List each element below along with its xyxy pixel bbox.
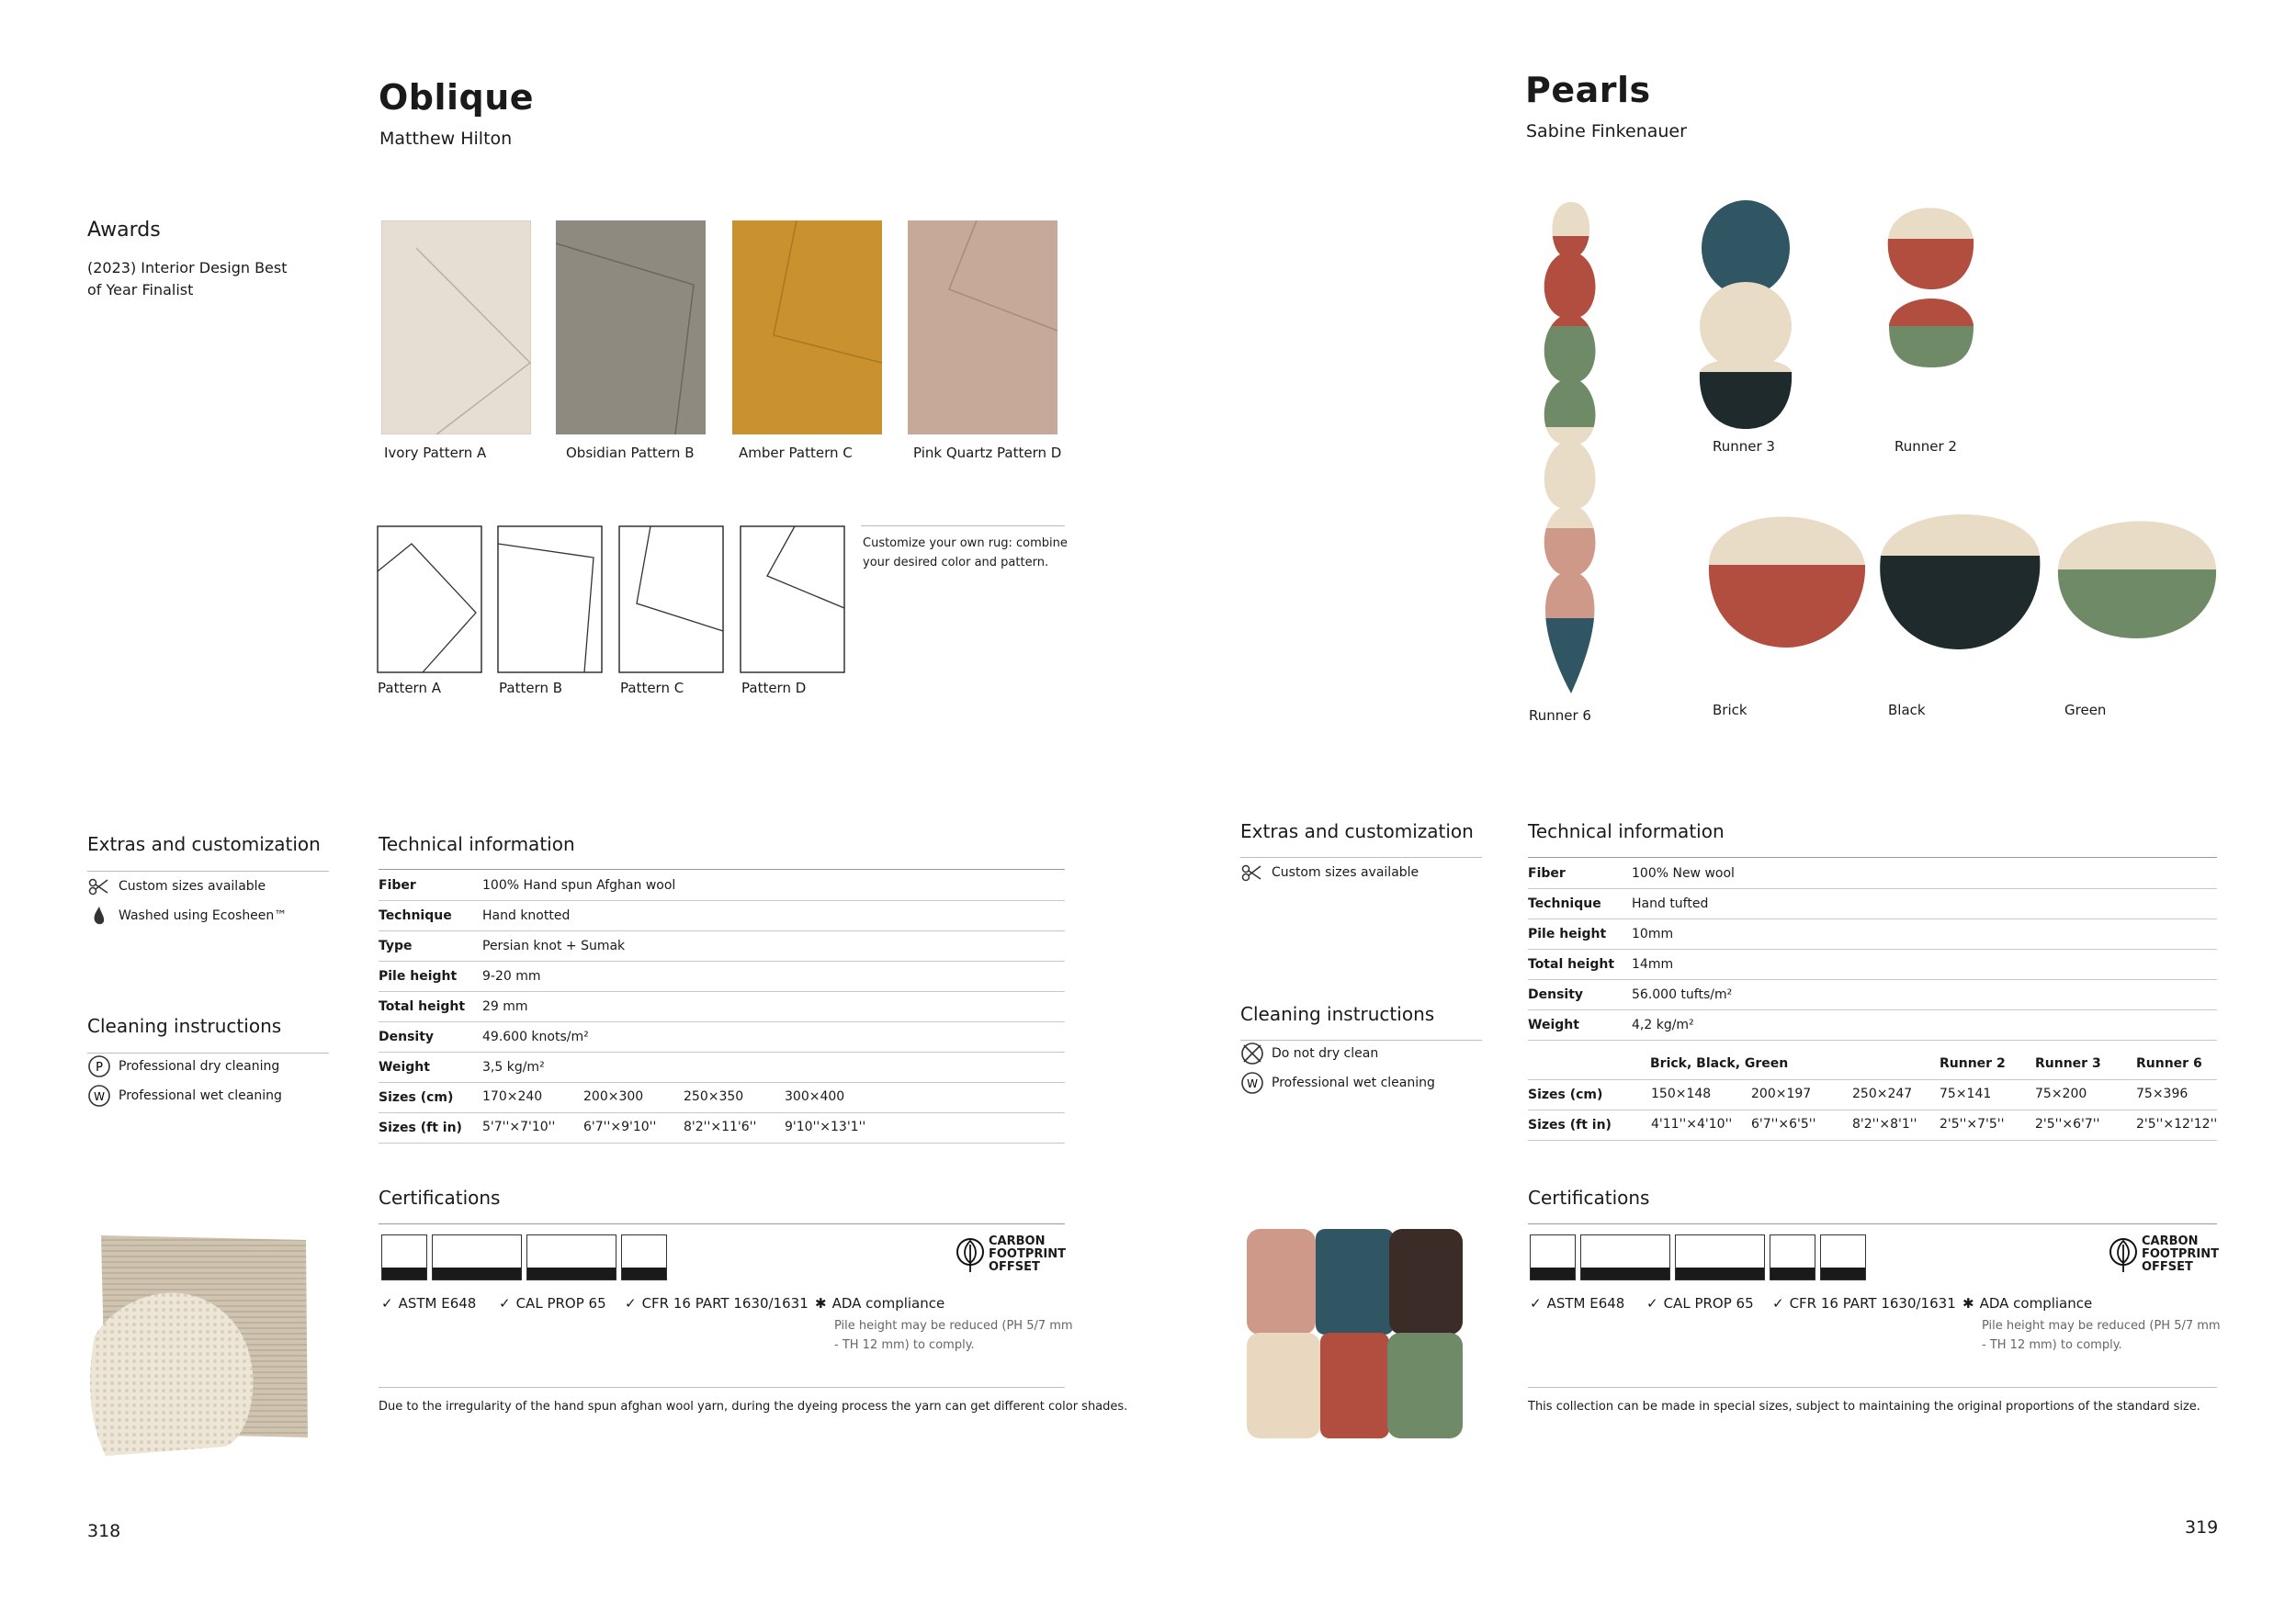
cert-item [1646,1295,1754,1312]
page-title-oblique: Oblique [379,77,535,118]
row-value: 14mm [1632,956,1674,972]
table-row [379,900,1065,931]
swatch-amber [732,220,882,434]
table-row [1528,1009,2217,1041]
table-row [379,1021,1065,1053]
tech-heading: Technical information [379,833,575,855]
size-cell: 2'5''×7'5'' [1940,1117,2005,1132]
pattern-d-diagram [740,525,848,675]
carbon-line: CARBON [989,1234,1046,1248]
divider [1240,857,1482,858]
brick-rug [1709,517,1865,648]
footnote: This collection can be made in special sizes, subject to maintaining the original proportions of the standard size. [1528,1400,2200,1414]
check-icon: ✓ [381,1295,393,1312]
divider [87,871,329,872]
table-row [379,961,1065,992]
cleaning-label: Professional dry cleaning [119,1059,280,1074]
cert-item [1962,1295,2092,1312]
rug-label: Runner 6 [1529,707,1591,724]
cert-label: ADA compliance [831,1295,945,1312]
row-value: Hand knotted [482,907,571,923]
row-key: Density [1528,986,1584,1002]
size-header: Runner 6 [2136,1056,2202,1071]
size-cell: 200×300 [583,1089,644,1104]
row-value: 56.000 tufts/m² [1632,986,1733,1002]
row-key: Pile height [379,968,458,984]
awards-text: (2023) Interior Design Best [87,259,288,276]
row-value: 49.600 knots/m² [482,1029,589,1044]
runner-2-rug [1888,208,1974,367]
cleaning-item [1240,1042,1378,1065]
table-row [1528,888,2217,919]
rug-label: Runner 3 [1713,438,1775,455]
underfloor-icon [621,1234,667,1280]
row-key: Sizes (ft in) [379,1120,462,1135]
scissors-icon [1240,861,1264,885]
size-cell: 75×200 [2035,1087,2087,1101]
pattern-b-diagram [497,525,605,675]
extras-heading: Extras and customization [1240,820,1474,842]
cleaning-label: Professional wet cleaning [119,1088,282,1103]
svg-text:P: P [96,1061,103,1075]
cert-item [1530,1295,1624,1312]
cert-item [381,1295,476,1312]
customize-text: your desired color and pattern. [863,556,1049,569]
check-icon: ✓ [499,1295,511,1312]
svg-text:W: W [1247,1077,1258,1090]
carbon-line: OFFSET [989,1260,1040,1274]
rug-label: Runner 2 [1894,438,1957,455]
runner-6-rug [1525,197,1617,693]
pattern-label: Pattern C [620,680,684,696]
size-header: Runner 3 [2035,1056,2101,1071]
no-dry-clean-icon [1240,1042,1264,1065]
cleaning-item [87,1054,279,1078]
castor-chair-icon [1820,1234,1866,1280]
size-cell: 5'7''×7'10'' [482,1120,556,1134]
size-cell: 4'11''×4'10'' [1651,1117,1733,1132]
page-title-pearls: Pearls [1525,70,1651,110]
cert-item [815,1295,944,1312]
swatch-pink-quartz [908,220,1058,434]
ada-note: - TH 12 mm) to comply. [834,1338,975,1352]
cert-label: ASTM E648 [1546,1295,1625,1312]
table-row [1528,858,2217,889]
pattern-label: Pattern B [499,680,563,696]
row-value: Persian knot + Sumak [482,938,626,953]
wet-clean-w-icon [87,1084,111,1108]
row-key: Sizes (cm) [379,1089,454,1105]
pattern-label: Pattern D [741,680,807,696]
row-key: Sizes (ft in) [1528,1117,1612,1133]
check-icon: ✓ [625,1295,637,1312]
row-value: 4,2 kg/m² [1632,1017,1694,1032]
cert-label: CFR 16 PART 1630/1631 [1789,1295,1956,1312]
tech-heading: Technical information [1528,820,1725,842]
check-icon: ✓ [1772,1295,1784,1312]
cert-item [625,1295,809,1312]
row-value: 10mm [1632,926,1674,941]
cleaning-label: Do not dry clean [1272,1046,1379,1061]
size-cell: 6'7''×9'10'' [583,1120,657,1134]
divider [861,525,1065,526]
runner-3-rug [1700,200,1792,429]
rug-label: Black [1888,702,1926,718]
swatch-label: Obsidian Pattern B [566,445,695,461]
pattern-line [908,220,1058,434]
row-key: Weight [1528,1017,1579,1032]
carbon-line: OFFSET [2142,1260,2193,1274]
size-header: Runner 2 [1940,1056,2006,1071]
row-key: Type [379,938,413,953]
commercial-icon [1675,1234,1765,1280]
divider [1528,1223,2217,1224]
pattern-a-diagram [377,525,485,675]
dry-clean-p-icon [87,1054,111,1078]
pattern-line [732,220,882,434]
table-row [1528,949,2217,980]
size-cell: 8'2''×11'6'' [684,1120,757,1134]
table-row [1528,1049,2217,1080]
asterisk-icon: ✱ [815,1295,827,1312]
ada-note: Pile height may be reduced (PH 5/7 mm [834,1319,1073,1333]
size-cell: 9'10''×13'1'' [785,1120,866,1134]
row-key: Density [379,1029,435,1044]
green-rug [2058,521,2216,638]
size-cell: 250×350 [684,1089,744,1104]
cert-label: CAL PROP 65 [515,1295,606,1312]
cert-label: CFR 16 PART 1630/1631 [641,1295,809,1312]
extras-label: Custom sizes available [119,879,266,894]
rug-label: Green [2064,702,2107,718]
row-value: 29 mm [482,998,528,1014]
divider [379,1387,1065,1388]
pearls-rugs-illustration [1525,197,2242,693]
swatch-label: Amber Pattern C [739,445,853,461]
size-cell: 2'5''×12'12'' [2136,1117,2218,1132]
footnote: Due to the irregularity of the hand spun afghan wool yarn, during the dyeing process the yarn can get different color shades. [379,1400,1128,1414]
row-value: 100% New wool [1632,865,1735,881]
swatch-ivory [381,220,531,434]
cert-label: ASTM E648 [398,1295,477,1312]
carbon-line: FOOTPRINT [989,1247,1066,1261]
size-cell: 75×141 [1940,1087,1992,1101]
divider [1240,1040,1482,1041]
table-row [379,991,1065,1022]
size-cell: 250×247 [1852,1087,1913,1101]
awards-text: of Year Finalist [87,281,194,299]
cleaning-heading: Cleaning instructions [87,1015,282,1037]
size-cell: 75×396 [2136,1087,2189,1101]
row-value: 9-20 mm [482,968,541,984]
awards-heading: Awards [87,219,161,242]
cert-heading: Certifications [379,1187,501,1209]
cleaning-label: Professional wet cleaning [1272,1076,1435,1090]
residential-icon [1580,1234,1670,1280]
divider [1528,1387,2217,1388]
extras-label: Washed using Ecosheen™ [119,908,288,923]
page-number: 319 [2185,1517,2219,1538]
scissors-icon [87,874,111,898]
carbon-offset-badge [956,1235,1066,1274]
cert-item [1772,1295,1956,1312]
row-key: Technique [1528,896,1601,911]
pattern-line [381,220,531,434]
table-row [379,870,1065,901]
extras-item [87,874,266,898]
cert-item [499,1295,606,1312]
row-key: Fiber [379,877,416,893]
row-key: Pile height [1528,926,1607,941]
designer-name: Sabine Finkenauer [1526,121,1687,141]
row-key: Total height [1528,956,1615,972]
row-key: Weight [379,1059,430,1075]
pattern-label: Pattern A [378,680,441,696]
swatch-label: Ivory Pattern A [384,445,487,461]
cleaning-item [87,1084,282,1108]
row-key: Sizes (cm) [1528,1087,1603,1102]
svg-text:W: W [94,1090,105,1103]
row-value: 3,5 kg/m² [482,1059,545,1075]
cleaning-item [1240,1071,1435,1095]
check-icon: ✓ [1530,1295,1542,1312]
tufted-sample-image [1242,1224,1467,1445]
leaf-icon [956,1235,985,1274]
pattern-line [556,220,706,434]
pattern-c-diagram [618,525,727,675]
customize-text: Customize your own rug: combine [863,536,1068,550]
size-cell: 2'5''×6'7'' [2035,1117,2100,1132]
designer-name: Matthew Hilton [379,129,513,149]
cert-heading: Certifications [1528,1187,1650,1209]
extras-label: Custom sizes available [1272,865,1419,880]
row-key: Total height [379,998,466,1014]
size-cell: 6'7''×6'5'' [1751,1117,1816,1132]
leaf-icon [2109,1235,2138,1274]
divider [379,1223,1065,1224]
residential-icon [432,1234,522,1280]
cleaning-heading: Cleaning instructions [1240,1003,1435,1025]
cert-label: ADA compliance [1979,1295,2093,1312]
asterisk-icon: ✱ [1962,1295,1974,1312]
check-icon: ✓ [1646,1295,1658,1312]
wet-clean-w-icon [1240,1071,1264,1095]
carbon-line: CARBON [2142,1234,2199,1248]
ada-note: Pile height may be reduced (PH 5/7 mm [1982,1319,2221,1333]
size-cell: 150×148 [1651,1087,1712,1101]
size-cell: 300×400 [785,1089,845,1104]
row-key: Fiber [1528,865,1566,881]
ada-note: - TH 12 mm) to comply. [1982,1338,2122,1352]
table-row [1528,919,2217,950]
size-cell: 8'2''×8'1'' [1852,1117,1917,1132]
swatch-label: Pink Quartz Pattern D [913,445,1062,461]
swatch-obsidian [556,220,706,434]
underfloor-icon [1770,1234,1815,1280]
row-value: Hand tufted [1632,896,1709,911]
table-row [1528,979,2217,1010]
water-drop-icon [87,904,111,928]
row-value: 100% Hand spun Afghan wool [482,877,676,893]
commercial-icon [526,1234,616,1280]
cert-label: CAL PROP 65 [1663,1295,1754,1312]
fire-rating-icon [381,1234,427,1280]
fire-rating-icon [1530,1234,1576,1280]
black-rug [1880,514,2040,649]
extras-item [87,904,287,928]
row-key: Technique [379,907,452,923]
extras-item [1240,861,1419,885]
carbon-line: FOOTPRINT [2142,1247,2219,1261]
carbon-offset-badge [2109,1235,2219,1274]
table-row [379,930,1065,962]
page-number: 318 [87,1521,121,1541]
size-header: Brick, Black, Green [1650,1056,1789,1071]
table-row [379,1052,1065,1083]
rug-label: Brick [1713,702,1747,718]
size-cell: 170×240 [482,1089,543,1104]
divider [87,1053,329,1054]
wool-sample-image [87,1226,326,1465]
extras-heading: Extras and customization [87,833,321,855]
size-cell: 200×197 [1751,1087,1812,1101]
